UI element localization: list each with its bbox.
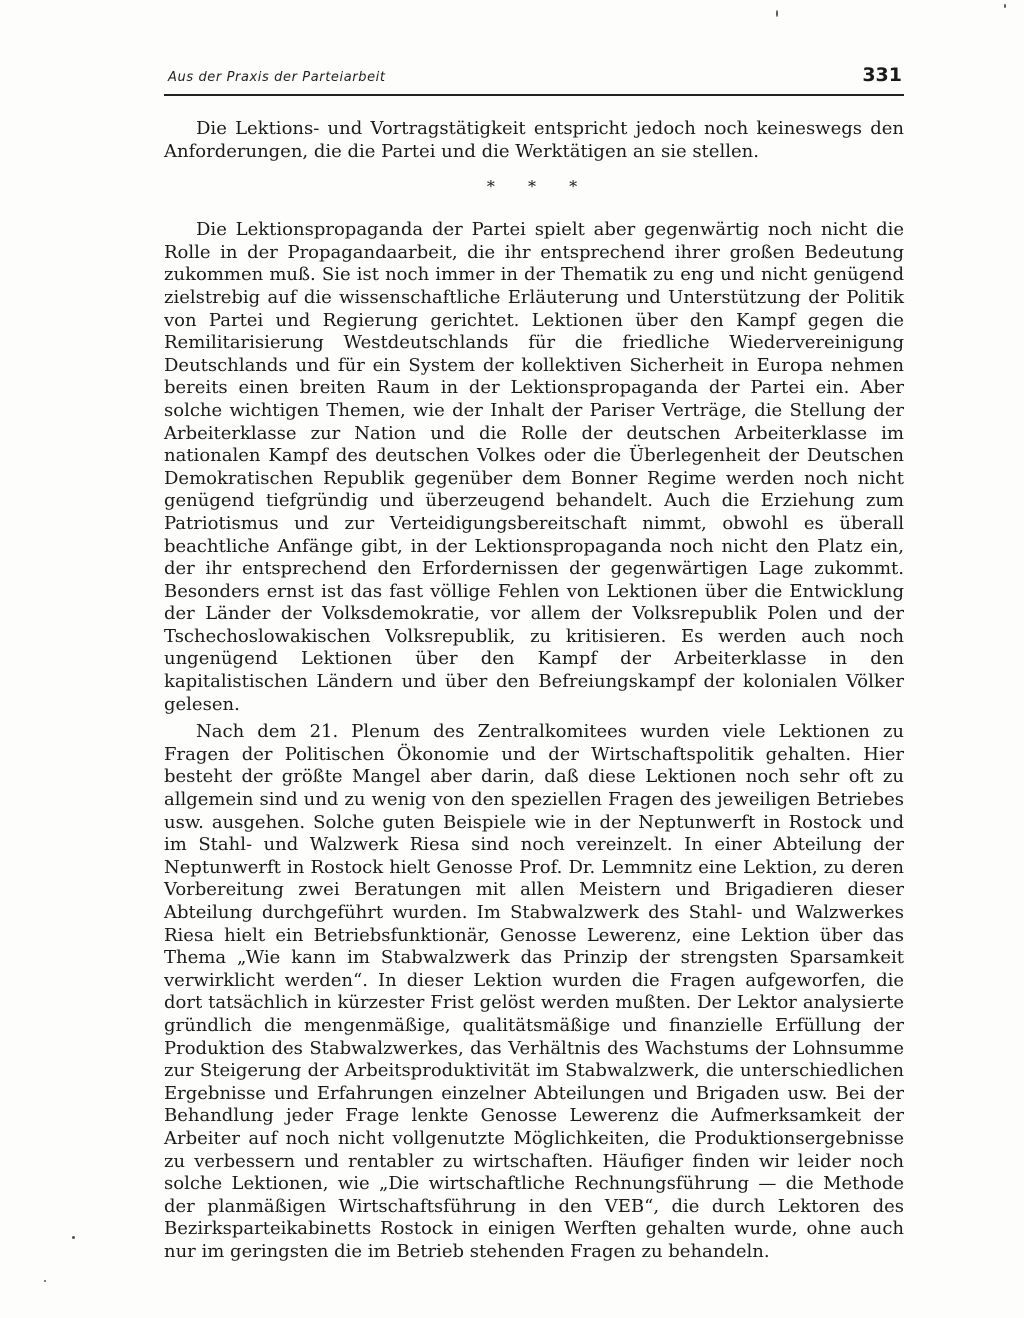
section-separator: * * * (486, 177, 592, 197)
scan-speck (72, 1236, 75, 1239)
paragraph-2: Die Lektionspropaganda der Partei spielt aber gegenwärtig noch nicht die Rolle in der Propagandaarbeit, die ihr entsprechend ihrer großen Bedeutung zukommen muß. Sie ist noch immer in der Thematik zu eng und nicht genügend zielstrebig auf die wissenschaftliche Erläuterung und Unterstützung der Politik von Partei und Regierung gerichtet. Lektionen über den Kampf gegen die Remilitarisierung Westdeutschlands für die friedliche Wiedervereinigung Deutschlands und für ein System der kollektiven Sicherheit in Europa nehmen bereits einen breiten Raum in der Lektionspropaganda der Partei ein. Aber solche wichtigen Themen, wie der Inhalt der Pariser Verträge, die Stellung der Arbeiterklasse zur Nation und die Rolle der deutschen Arbeiterklasse im nationalen Kampf des deutschen Volkes oder die Überlegenheit der Deutschen Demokratischen Republik gegenüber dem Bonner Regime werden noch nicht genügend tiefgründig und überzeugend behandelt. Auch die Erziehung zum Patriotismus und zur Verteidigungsbereitschaft nimmt, obwohl es überall beachtliche Anfänge gibt, in der Lektionspropaganda noch nicht den Platz ein, der ihr entsprechend den Erfordernissen der gegenwärtigen Lage zukommt. Besonders ernst ist das fast völlige Fehlen von Lektionen über die Entwicklung der Länder der Volksdemokratie, vor allem der Volksrepublik Polen und der Tschechoslowakischen Volksrepublik, zu kritisieren. Es werden auch noch ungenügend Lektionen über den Kampf der Arbeiterklasse in den kapitalistischen Ländern und über den Befreiungskampf der kolonialen Völker gelesen. (164, 219, 904, 715)
page-header (164, 64, 904, 96)
body-text (164, 118, 904, 1264)
running-title: Aus der Praxis der Parteiarbeit (168, 70, 386, 85)
scan-speck (44, 1280, 46, 1282)
scan-speck (1004, 4, 1006, 8)
page-number: 331 (862, 64, 902, 86)
scan-speck (776, 10, 778, 17)
paragraph-1: Die Lektions- und Vortragstätigkeit entspricht jedoch noch keineswegs den Anforderungen, die die Partei und die Werktätigen an sie stellen. (164, 118, 904, 162)
paragraph-3: Nach dem 21. Plenum des Zentralkomitees wurden viele Lektionen zu Fragen der Politischen Ökonomie und der Wirtschaftspolitik gehalten. Hier besteht der größte Mangel aber darin, daß diese Lektionen noch sehr oft zu allgemein sind und zu wenig von den speziellen Fragen des jeweiligen Betriebes usw. ausgehen. Solche guten Beispiele wie in der Neptunwerft in Rostock und im Stahl- und Walzwerk Riesa sind noch vereinzelt. In einer Abteilung der Neptunwerft in Rostock hielt Genosse Prof. Dr. Lemmnitz eine Lektion, zu deren Vorbereitung zwei Beratungen mit allen Meistern und Brigadieren dieser Abteilung durchgeführt wurden. Im Stabwalzwerk des Stahl- und Walzwerkes Riesa hielt ein Betriebsfunktionär, Genosse Lewerenz, eine Lektion über das Thema „Wie kann im Stabwalzwerk das Prinzip der strengsten Sparsamkeit verwirklicht werden“. In dieser Lektion wurden die Fragen aufgeworfen, die dort tatsächlich in kürzester Frist gelöst werden mußten. Der Lektor analysierte gründlich die mengenmäßige, qualitätsmäßige und finanzielle Erfüllung der Produktion des Stabwalzwerkes, das Verhältnis des Wachstums der Lohnsumme zur Steigerung der Arbeitsproduktivität im Stabwalzwerk, die unterschiedlichen Ergebnisse und Erfahrungen einzelner Abteilungen und Brigaden usw. Bei der Behandlung jeder Frage lenkte Genosse Lewerenz die Aufmerksamkeit der Arbeiter auf noch nicht vollgenutzte Möglichkeiten, die Produktionsergebnisse zu verbessern und rentabler zu wirtschaften. Häufiger finden wir leider noch solche Lektionen, wie „Die wirtschaftliche Rechnungsführung — die Methode der planmäßigen Wirtschaftsführung in den VEB“, die durch Lektoren des Bezirksparteikabinetts Rostock in einigen Werften gehalten wurde, ohne auch nur im geringsten die im Betrieb stehenden Fragen zu behandeln. (164, 721, 904, 1262)
